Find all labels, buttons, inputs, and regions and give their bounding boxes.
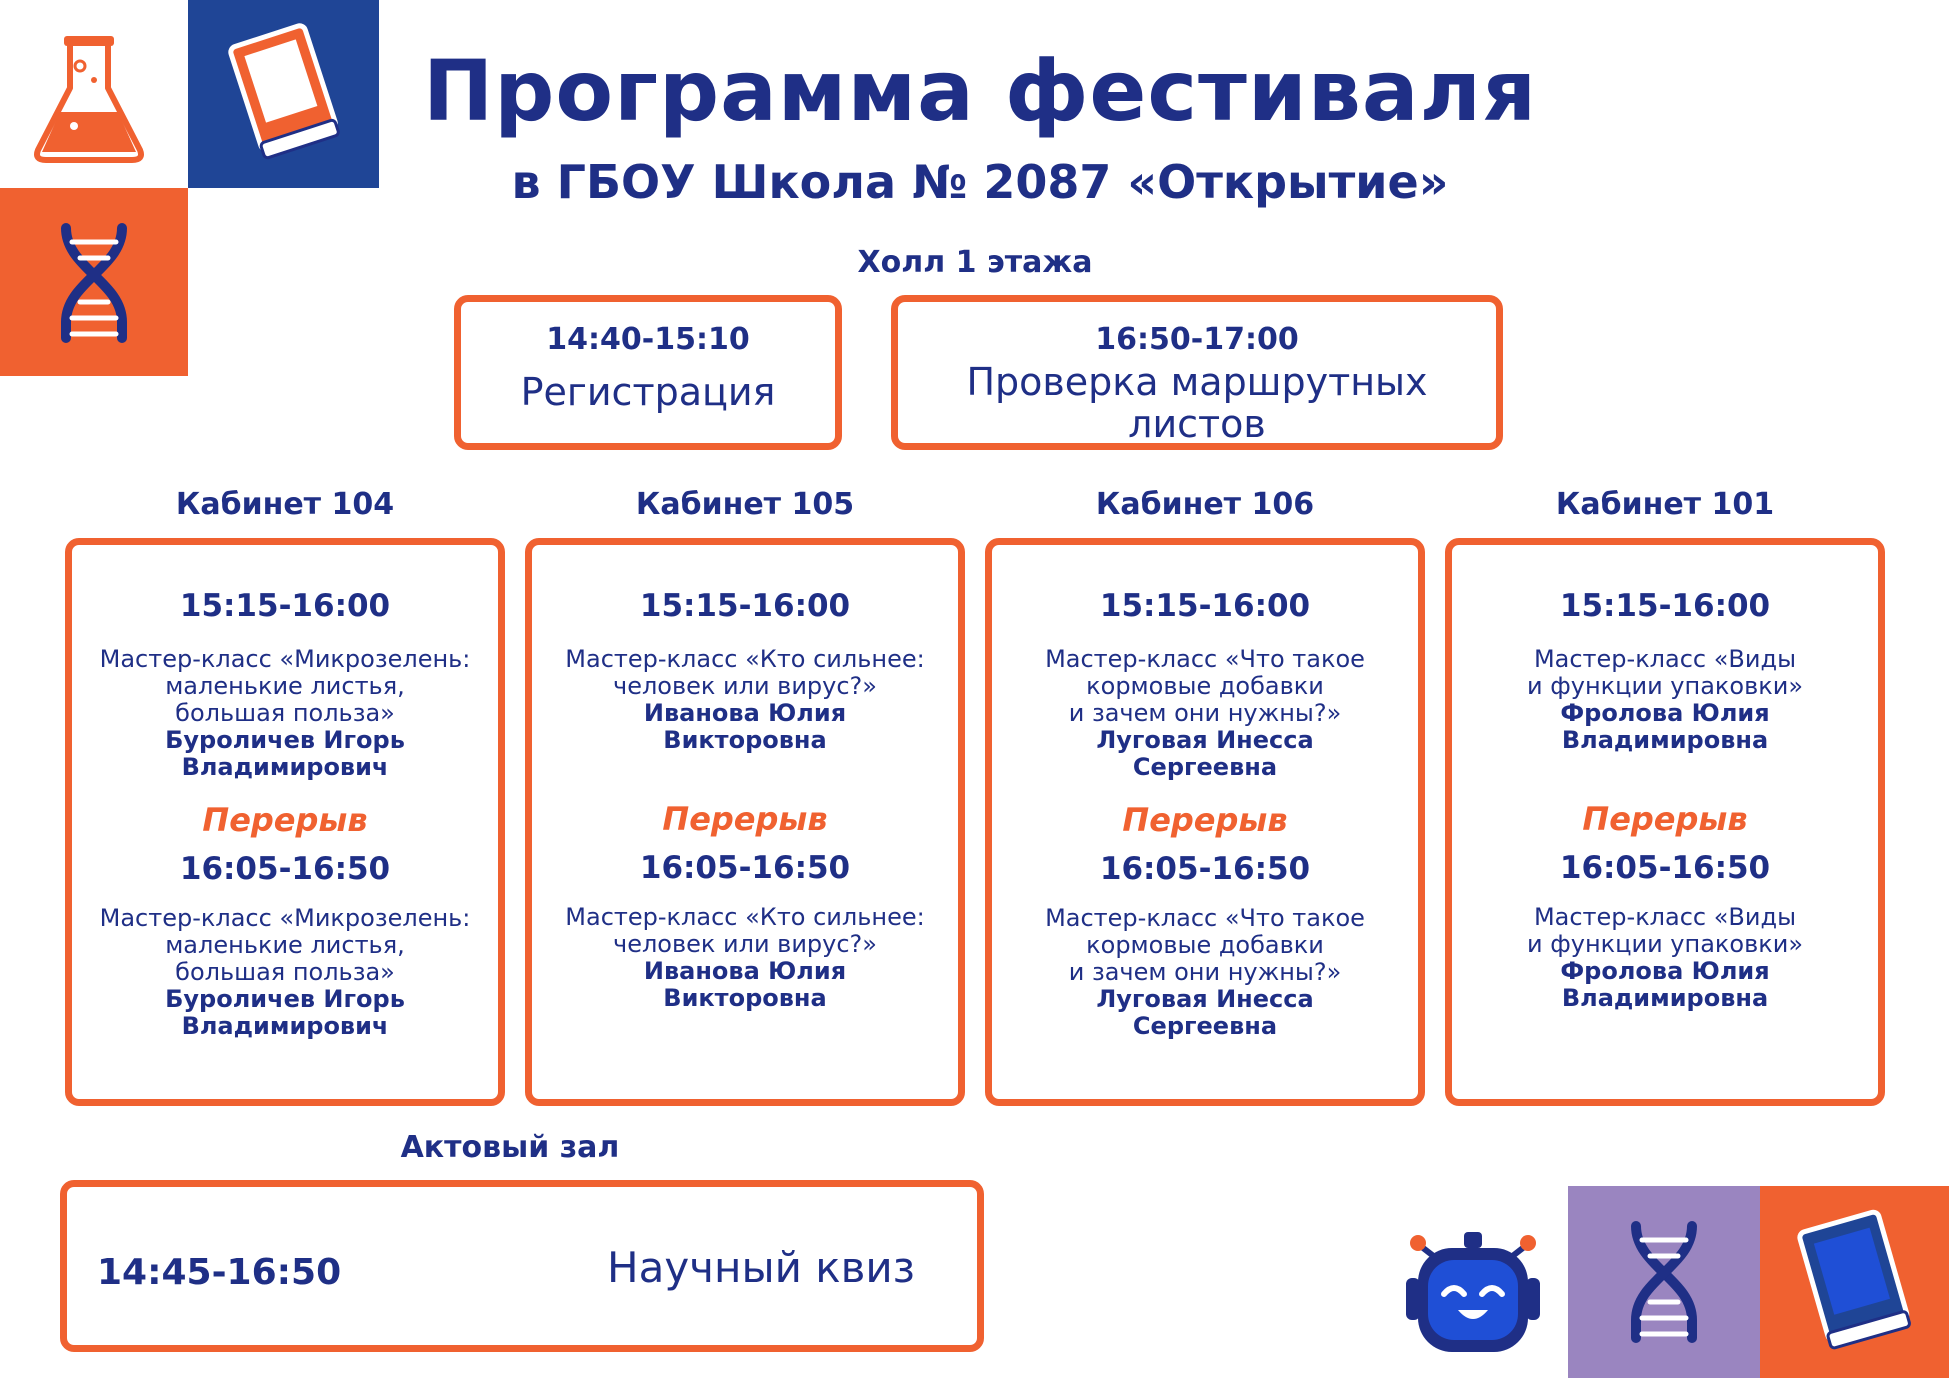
- slot-time: 16:05-16:50: [1559, 850, 1771, 886]
- dna-tile-purple: [1568, 1186, 1760, 1378]
- slot-host: Буроличев Игорь Владимирович: [165, 985, 405, 1040]
- assembly-title: Научный квиз: [607, 1243, 916, 1292]
- robot-tile: [1378, 1186, 1568, 1378]
- slot-description: Мастер-класс «Микрозелень: маленькие листья, большая польза»: [99, 904, 471, 986]
- hall-event-checklist: [891, 295, 1503, 450]
- event-title: Регистрация: [520, 370, 776, 414]
- dna-tile: [0, 188, 188, 376]
- page-subtitle: в ГБОУ Школа № 2087 «Открытие»: [511, 155, 1449, 209]
- slot-host: Луговая Инесса Сергеевна: [1096, 985, 1314, 1040]
- assembly-time: 14:45-16:50: [97, 1252, 342, 1293]
- slot-time: 15:15-16:00: [639, 588, 851, 624]
- book-icon: [1760, 1186, 1949, 1378]
- book-tile-orange: [1760, 1186, 1949, 1378]
- hall-label: Холл 1 этажа: [857, 245, 1093, 280]
- break-label: Перерыв: [662, 800, 828, 838]
- event-title: Проверка маршрутных листов: [966, 360, 1428, 446]
- slot-time: 16:05-16:50: [1099, 851, 1311, 887]
- dna-icon: [0, 188, 188, 376]
- slot-host: Буроличев Игорь Владимирович: [165, 726, 405, 781]
- slot-description: Мастер-класс «Виды и функции упаковки»: [1527, 903, 1803, 958]
- slot-description: Мастер-класс «Кто сильнее: человек или вирус?»: [565, 903, 925, 958]
- room-label-104: Кабинет 104: [175, 487, 395, 522]
- break-label: Перерыв: [202, 801, 368, 839]
- page-title: Программа фестиваля: [422, 42, 1538, 140]
- robot-icon: [1378, 1186, 1568, 1378]
- assembly-label: Актовый зал: [400, 1130, 620, 1165]
- dna-icon: [1568, 1186, 1760, 1378]
- break-label: Перерыв: [1122, 801, 1288, 839]
- flask-tile: [0, 0, 188, 188]
- slot-time: 16:05-16:50: [179, 851, 391, 887]
- slot-time: 15:15-16:00: [1559, 588, 1771, 624]
- slot-description: Мастер-класс «Кто сильнее: человек или вирус?»: [565, 645, 925, 700]
- slot-time: 15:15-16:00: [179, 588, 391, 624]
- slot-description: Мастер-класс «Виды и функции упаковки»: [1527, 645, 1803, 700]
- event-time: 16:50-17:00: [1095, 322, 1299, 357]
- slot-time: 16:05-16:50: [639, 850, 851, 886]
- slot-host: Иванова Юлия Викторовна: [643, 957, 847, 1012]
- break-label: Перерыв: [1582, 800, 1748, 838]
- hall-event-registration: [454, 295, 842, 450]
- assembly-event: [60, 1180, 984, 1352]
- flask-icon: [0, 0, 188, 188]
- slot-time: 15:15-16:00: [1099, 588, 1311, 624]
- slot-host: Фролова Юлия Владимировна: [1560, 699, 1770, 754]
- room-card-101: [1445, 538, 1885, 1106]
- slot-description: Мастер-класс «Что такое кормовые добавки и зачем они нужны?»: [1045, 904, 1365, 986]
- room-card-105: [525, 538, 965, 1106]
- slot-description: Мастер-класс «Что такое кормовые добавки и зачем они нужны?»: [1045, 645, 1365, 727]
- slot-description: Мастер-класс «Микрозелень: маленькие листья, большая польза»: [99, 645, 471, 727]
- room-card-104: [65, 538, 505, 1106]
- slot-host: Иванова Юлия Викторовна: [643, 699, 847, 754]
- slot-host: Луговая Инесса Сергеевна: [1096, 726, 1314, 781]
- room-label-105: Кабинет 105: [635, 487, 855, 522]
- event-time: 14:40-15:10: [546, 322, 750, 357]
- slot-host: Фролова Юлия Владимировна: [1560, 957, 1770, 1012]
- book-icon: [188, 0, 379, 188]
- room-card-106: [985, 538, 1425, 1106]
- room-label-106: Кабинет 106: [1095, 487, 1315, 522]
- room-label-101: Кабинет 101: [1555, 487, 1775, 522]
- book-tile: [188, 0, 379, 188]
